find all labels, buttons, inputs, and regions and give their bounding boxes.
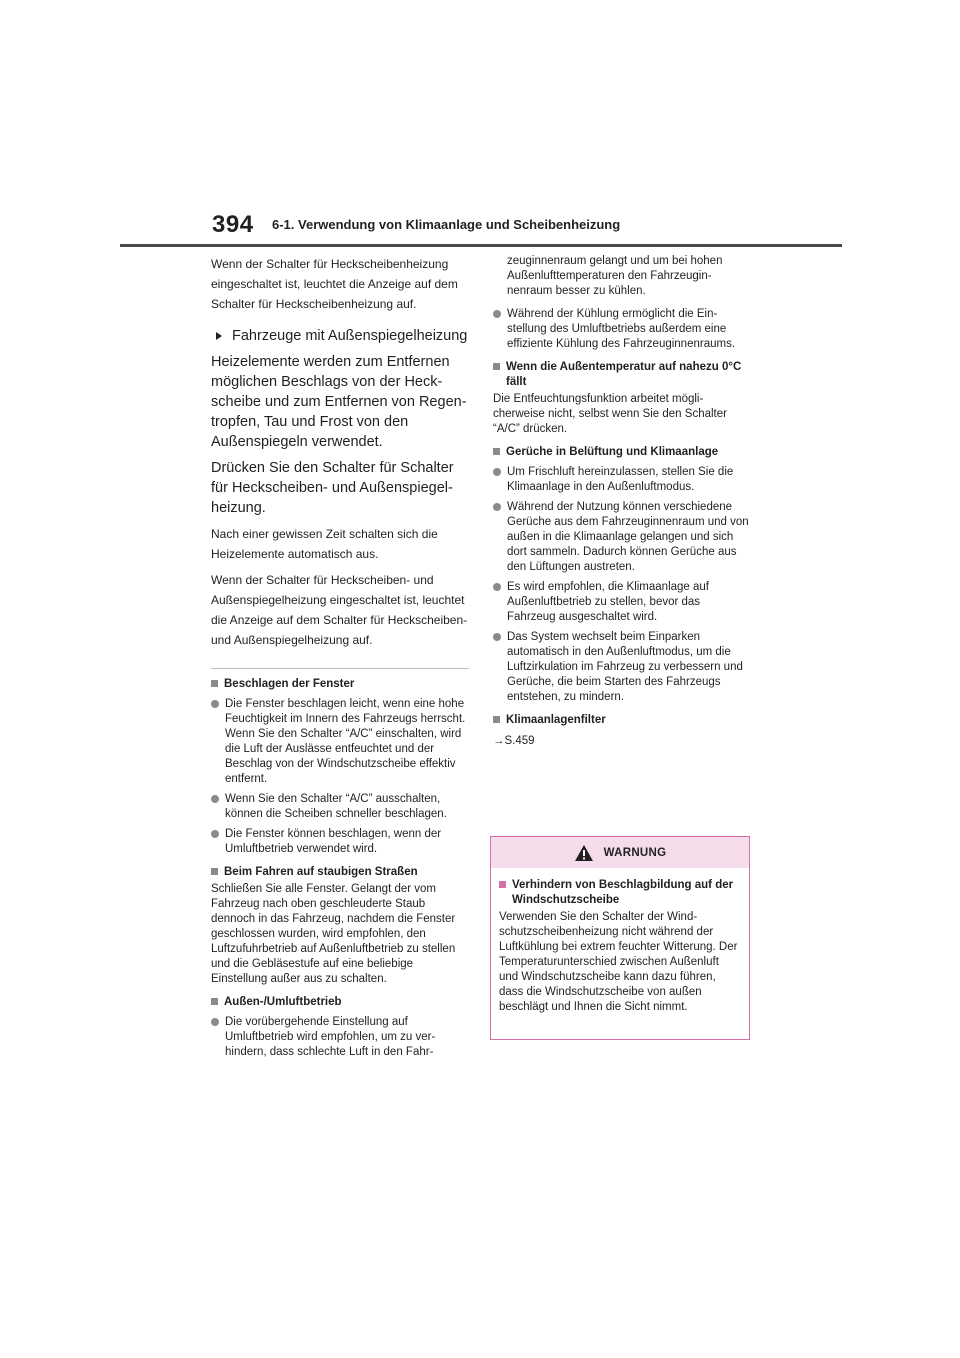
list-item	[493, 630, 751, 705]
mirror-heater-description: Heizelemente werden zum Entfernen möglichen Beschlags von der Heckscheibe und zum Entfernen von Regentropfen, Tau und Frost von den Außenspiegeln verwendet.	[211, 354, 467, 450]
list-item-text: Während der Kühlung ermöglicht die Einstellung des Umluftbetriebs außerdem eine effiziente Kühlung des Fahrzeuginnenraums.	[507, 308, 736, 350]
list-item	[211, 827, 469, 857]
mirror-heater-instruction: Drücken Sie den Schalter für Schalter für Heckscheiben- und Außenspiegelheizung.	[211, 460, 454, 516]
recirculation-heading	[211, 995, 469, 1010]
square-bullet-icon	[211, 680, 218, 687]
recirculation-continued: zeuginnenraum gelangt und um bei hohen Außenlufttemperaturen den Fahrzeuginnenraum besser zu kühlen.	[507, 255, 723, 297]
odors-heading-text: Gerüche in Belüftung und Klimaanlage	[506, 446, 719, 458]
square-bullet-icon	[211, 998, 218, 1005]
warning-triangle-icon	[574, 844, 594, 862]
right-column	[493, 254, 751, 749]
dusty-roads-body: Schließen Sie alle Fenster. Gelangt der vom Fahrzeug nach oben geschleuderte Staub dennoch in das Fahrzeug, nachdem die Fenster geschlossen wurden, wird empfohlen, den Luftzufuhrbetrieb auf Außenluftbetrieb zu stellen und die Gebläsestufe auf eine beliebige Einstellung außer aus zu schalten.	[211, 883, 456, 985]
warning-title: WARNUNG	[603, 846, 667, 859]
square-bullet-icon	[499, 881, 506, 888]
header-rule	[120, 244, 842, 247]
list-item-text: Das System wechselt beim Einparken automatisch in den Außenluftmodus, um die Luftzirkulation im Fahrzeug zu verbessern und Gerüche, die beim Starten des Fahrzeugs entstehen, zu mindern.	[507, 631, 743, 703]
list-item	[493, 500, 751, 575]
section-divider	[211, 668, 469, 669]
dot-bullet-icon	[211, 700, 219, 708]
left-column	[211, 254, 469, 1065]
rear-defogger-indicator-text: Wenn der Schalter für Heckscheibenheizung eingeschaltet ist, leuchtet die Anzeige auf dem Schalter für Heckscheibenheizung auf.	[211, 257, 458, 311]
dot-bullet-icon	[211, 795, 219, 803]
odors-heading	[493, 445, 751, 460]
list-item-text: Die Fenster beschlagen leicht, wenn eine hohe Feuchtigkeit im Innern des Fahrzeugs herrscht. Wenn Sie den Schalter “A/C” einschalten, wird die Luft der Auslässe entfeuchtet und der Beschlag von der Windschutzscheibe effektiv entfernt.	[225, 698, 466, 785]
list-item	[211, 697, 469, 787]
list-item	[211, 792, 469, 822]
warning-heading	[499, 878, 741, 908]
section-title: 6-1. Verwendung von Klimaanlage und Scheibenheizung	[272, 217, 621, 232]
list-item-text: Die vorübergehende Einstellung auf Umluftbetrieb wird empfohlen, um zu verhindern, dass schlechte Luft in den Fahr-	[225, 1016, 436, 1058]
square-bullet-icon	[493, 716, 500, 723]
mirror-heater-heading-text: Fahrzeuge mit Außenspiegelheizung	[232, 328, 468, 344]
list-item-text: Es wird empfohlen, die Klimaanlage auf Außenluftbetrieb zu stellen, bevor das Fahrzeug ausgeschaltet wird.	[507, 581, 710, 623]
dot-bullet-icon	[493, 583, 501, 591]
list-item	[493, 580, 751, 625]
list-item-text: Um Frischluft hereinzulassen, stellen Sie die Klimaanlage in den Außenluftmodus.	[507, 466, 734, 493]
list-item-text: Während der Nutzung können verschiedene Gerüche aus dem Fahrzeuginnenraum und von außen in die Klimaanlage gelangen und sich dort sammeln. Dadurch können Gerüche aus den Lüftungen austreten.	[507, 501, 749, 573]
low-temperature-body: Die Entfeuchtungsfunktion arbeitet möglicherweise nicht, selbst wenn Sie den Schalter “A/C” drücken.	[493, 393, 727, 435]
mirror-heater-indicator: Wenn der Schalter für Heckscheiben- und Außenspiegelheizung eingeschaltet ist, leuchtet die Anzeige auf dem Schalter für Heckscheiben- und Außenspiegelheizung auf.	[211, 573, 468, 647]
dot-bullet-icon	[211, 830, 219, 838]
recirculation-heading-text: Außen-/Umluftbetrieb	[224, 996, 342, 1008]
dot-bullet-icon	[493, 310, 501, 318]
square-bullet-icon	[211, 868, 218, 875]
warning-body: Verwenden Sie den Schalter der Windschutzscheibenheizung nicht während der Luftkühlung bei extrem feuchter Witterung. Der Temperaturunterschied zwischen Außenluft und Windschutzscheibe kann dazu führen, dass die Windschutzscheibe von außen beschlägt und Ihnen die Sicht nimmt.	[499, 911, 738, 1013]
list-item-text: Wenn Sie den Schalter “A/C” ausschalten, können die Scheiben schneller beschlagen.	[225, 793, 447, 820]
mirror-heater-heading	[211, 326, 469, 346]
low-temperature-heading-text: Wenn die Außentemperatur auf nahezu 0°C fällt	[506, 361, 742, 388]
filter-heading-text: Klimaanlagenfilter	[506, 714, 606, 726]
dot-bullet-icon	[211, 1018, 219, 1026]
list-item	[493, 307, 751, 352]
low-temperature-heading	[493, 360, 751, 390]
warning-heading-text: Verhindern von Beschlagbildung auf der Windschutzscheibe	[512, 879, 734, 906]
dusty-roads-heading	[211, 865, 469, 880]
warning-box	[490, 836, 750, 1040]
page-number: 394	[212, 211, 254, 238]
list-item-text: Die Fenster können beschlagen, wenn der Umluftbetrieb verwendet wird.	[225, 828, 442, 855]
dot-bullet-icon	[493, 503, 501, 511]
dot-bullet-icon	[493, 468, 501, 476]
filter-page-reference[interactable]: →S.459	[493, 735, 535, 747]
filter-heading	[493, 713, 751, 728]
dusty-roads-heading-text: Beim Fahren auf staubigen Straßen	[224, 866, 418, 878]
square-bullet-icon	[493, 363, 500, 370]
fogging-heading	[211, 677, 469, 692]
fogging-heading-text: Beschlagen der Fenster	[224, 678, 355, 690]
warning-content	[491, 868, 749, 1015]
dot-bullet-icon	[493, 633, 501, 641]
warning-header	[491, 837, 749, 868]
mirror-heater-auto-off: Nach einer gewissen Zeit schalten sich die Heizelemente automatisch aus.	[211, 527, 438, 561]
triangle-arrow-icon	[216, 332, 222, 340]
square-bullet-icon	[493, 448, 500, 455]
list-item	[211, 1015, 469, 1060]
list-item	[493, 465, 751, 495]
